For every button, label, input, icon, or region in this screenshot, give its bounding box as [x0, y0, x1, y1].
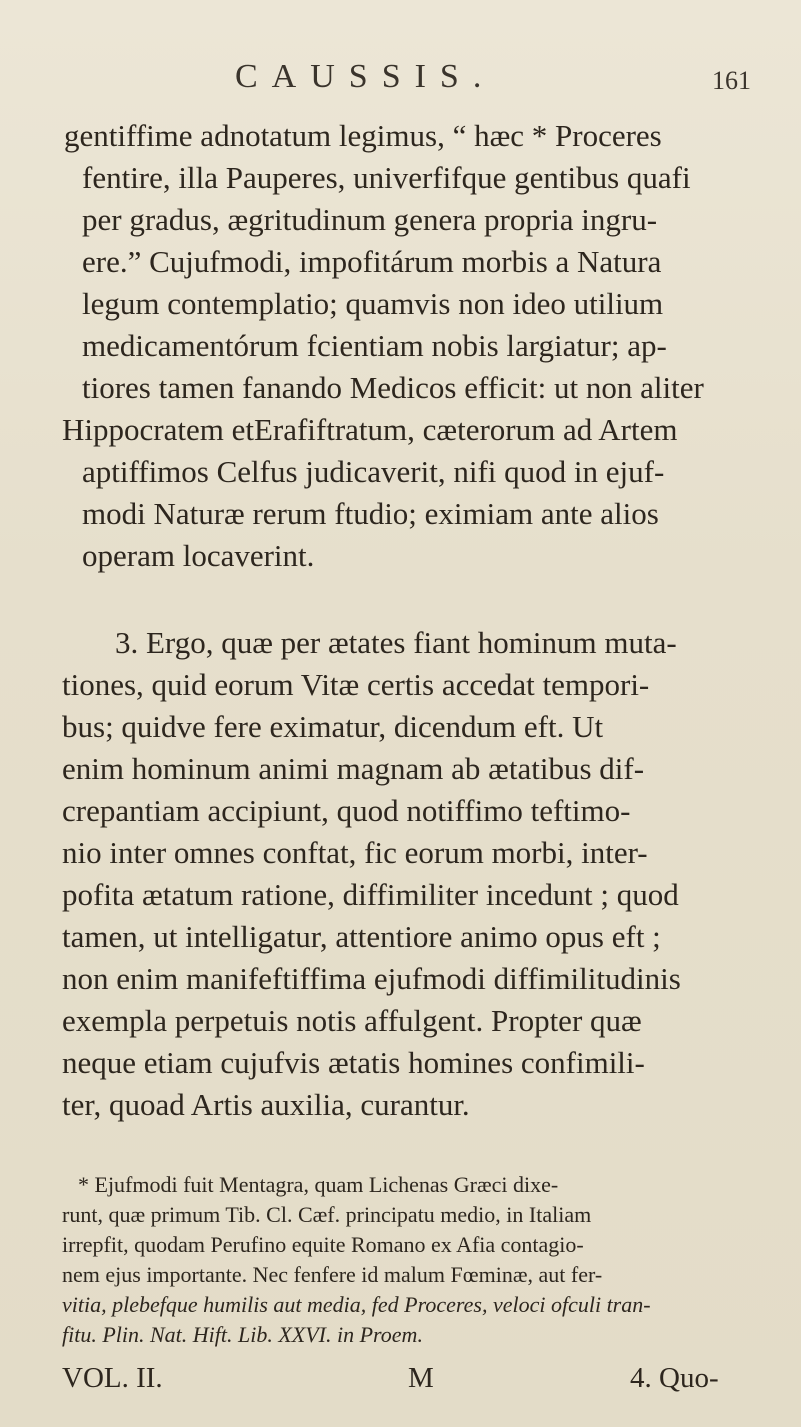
footnote-line: vitia, plebefque humilis aut media, fed Proceres, veloci ofculi tran- [62, 1292, 651, 1317]
text-line: Hippocratem etErafiftratum, cæterorum ad Artem [62, 412, 678, 447]
page-number: 161 [712, 66, 751, 95]
text-line: 3. Ergo, quæ per ætates fiant hominum muta- [115, 625, 677, 660]
text-line: tiores tamen fanando Medicos efficit: ut non aliter [82, 370, 704, 405]
text-line: bus; quidve fere eximatur, dicendum eft. Ut [62, 709, 604, 744]
text-line: legum contemplatio; quamvis non ideo utilium [82, 286, 664, 321]
volume-label: VOL. II. [62, 1362, 163, 1394]
text-line: ere.” Cujufmodi, impofitárum morbis a Natura [82, 244, 662, 279]
footnote-line: nem ejus importante. Nec fenfere id malum Fœminæ, aut fer- [62, 1262, 603, 1287]
text-line: gentiffime adnotatum legimus, “ hæc * Proceres [64, 118, 662, 153]
text-line: tamen, ut intelligatur, attentiore animo opus eft ; [62, 919, 661, 954]
signature-mark: M [408, 1362, 434, 1394]
running-head: CAUSSIS. [235, 58, 496, 95]
text-line: exempla perpetuis notis affulgent. Propter quæ [62, 1003, 642, 1038]
text-line: ter, quoad Artis auxilia, curantur. [62, 1087, 470, 1122]
text-line: enim hominum animi magnam ab ætatibus dif- [62, 751, 645, 786]
text-line: aptiffimos Celfus judicaverit, nifi quod in ejuf- [82, 454, 665, 489]
footnote-line: * Ejufmodi fuit Mentagra, quam Lichenas Græci dixe- [78, 1172, 559, 1197]
text-line: modi Naturæ rerum ftudio; eximiam ante alios [82, 496, 659, 531]
text-line: per gradus, ægritudinum genera propria ingru- [82, 202, 658, 237]
text-line: medicamentórum fcientiam nobis largiatur; ap- [82, 328, 667, 363]
footnote-line: fitu. Plin. Nat. Hift. Lib. XXVI. in Proem. [62, 1322, 423, 1347]
page-header [0, 58, 801, 98]
text-line: crepantiam accipiunt, quod notiffimo teftimo- [62, 793, 631, 828]
catchword: 4. Quo- [630, 1362, 719, 1394]
text-line: neque etiam cujufvis ætatis homines confimili- [62, 1045, 645, 1080]
footnote-line: runt, quæ primum Tib. Cl. Cæf. principatu medio, in Italiam [62, 1202, 592, 1227]
text-line: pofita ætatum ratione, diffimiliter incedunt ; quod [62, 877, 679, 912]
text-line: tiones, quid eorum Vitæ certis accedat tempori- [62, 667, 650, 702]
footnote-line: irrepfit, quodam Perufino equite Romano ex Afia contagio- [62, 1232, 584, 1257]
text-line: non enim manifeftiffima ejufmodi diffimilitudinis [62, 961, 681, 996]
text-line: fentire, illa Pauperes, univerfifque gentibus quafi [82, 160, 691, 195]
text-line: operam locaverint. [82, 538, 315, 573]
text-line: nio inter omnes conftat, fic eorum morbi, inter- [62, 835, 648, 870]
